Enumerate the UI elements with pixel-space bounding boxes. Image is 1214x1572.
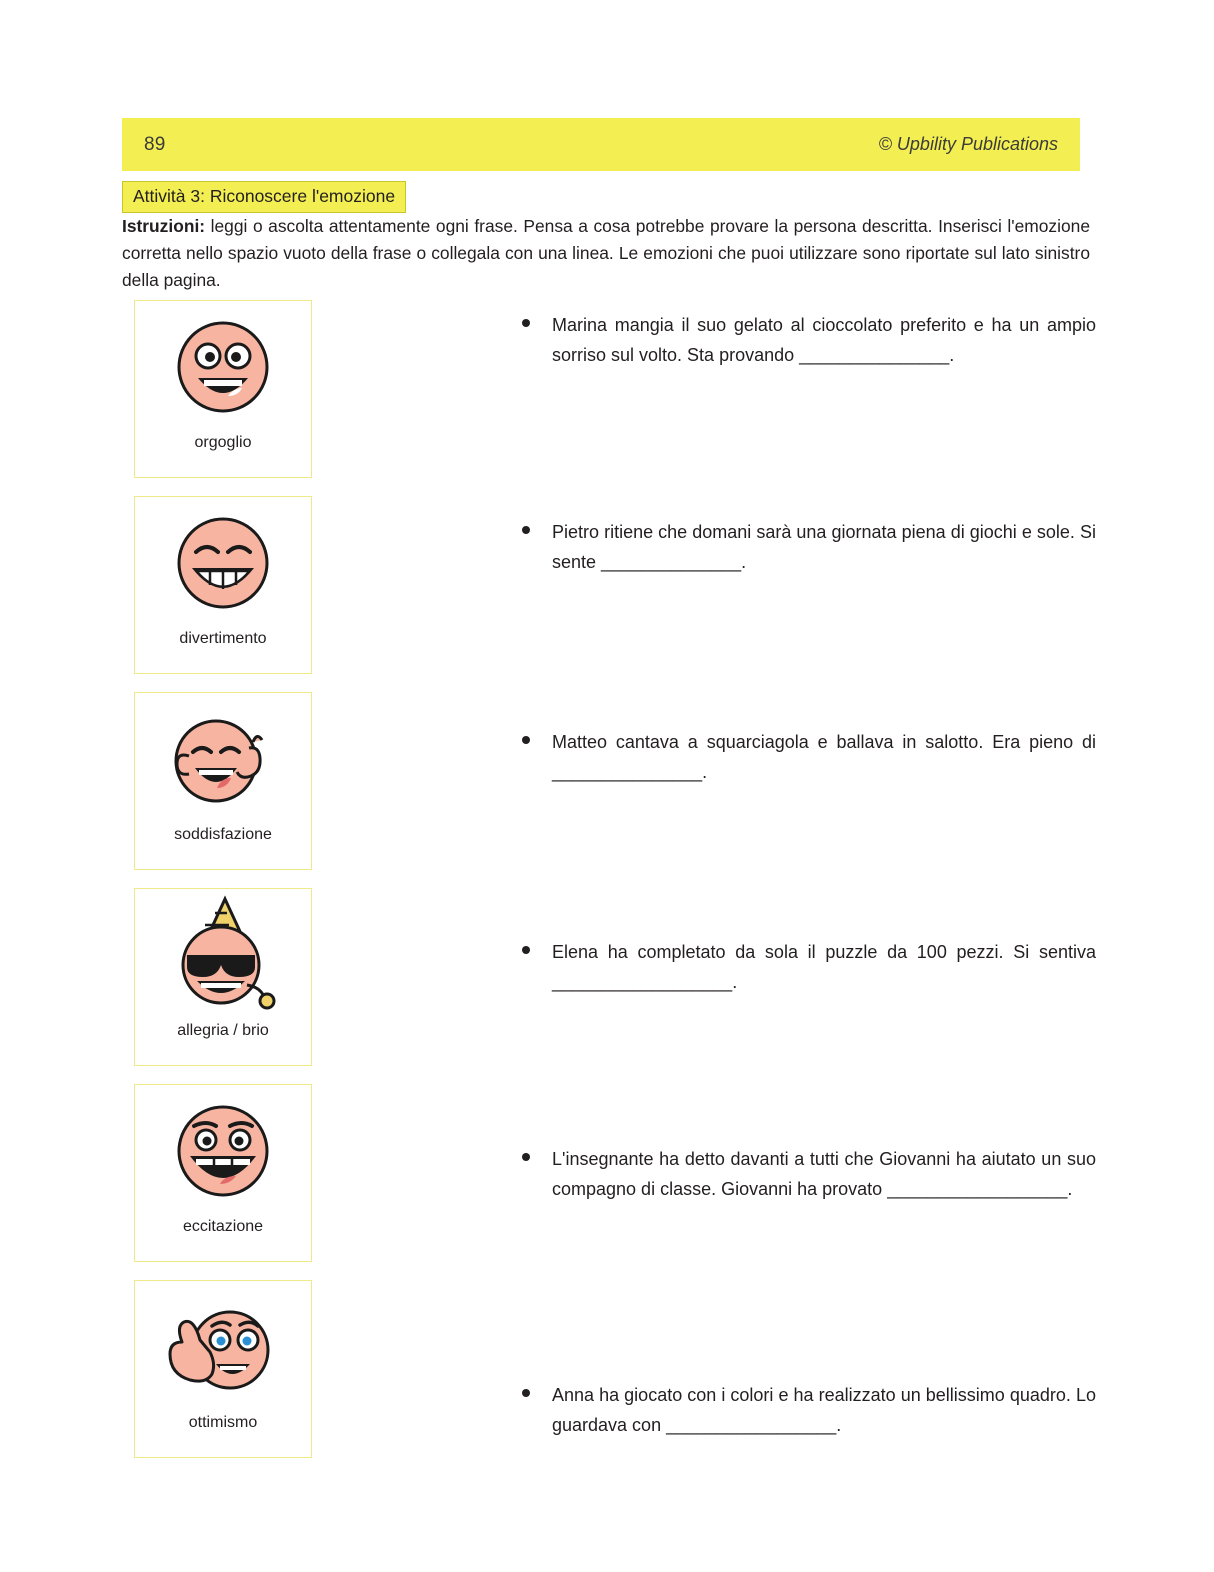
sentence-item (516, 517, 1096, 577)
emotion-card[interactable] (134, 1280, 312, 1458)
emotion-card-label: divertimento (179, 630, 267, 647)
emotion-card[interactable] (134, 1084, 312, 1262)
party-face-sunglasses-icon (135, 889, 311, 1021)
laughing-face-pointing-up-icon (135, 693, 311, 825)
sentence-item (516, 1380, 1096, 1440)
sentence-item (516, 937, 1096, 997)
page-header-band (122, 118, 1080, 171)
page-number: 89 (144, 133, 166, 155)
emotion-card-label: orgoglio (194, 434, 252, 451)
bullet-icon (522, 526, 530, 534)
thumbs-up-face-icon (135, 1281, 311, 1413)
smiling-open-mouth-face-icon (135, 301, 311, 433)
instructions-label: Istruzioni: (122, 216, 206, 236)
excited-wide-smile-face-icon (135, 1085, 311, 1217)
bullet-icon (522, 1153, 530, 1161)
emotion-card-label: soddisfazione (174, 826, 272, 843)
instructions-paragraph (122, 213, 1090, 294)
bullet-icon (522, 736, 530, 744)
emotion-card[interactable] (134, 496, 312, 674)
sentence-text: Marina mangia il suo gelato al cioccolato preferito e ha un ampio sorriso sul volto. Sta provando _______________. (552, 315, 1096, 366)
bullet-icon (522, 1389, 530, 1397)
sentence-text: Pietro ritiene che domani sarà una giornata piena di giochi e sole. Si sente ______________. (552, 522, 1096, 573)
sentence-text: Anna ha giocato con i colori e ha realizzato un bellissimo quadro. Lo guardava con _________________. (552, 1385, 1096, 1436)
sentence-text: Matteo cantava a squarciagola e ballava in salotto. Era pieno di _______________. (552, 732, 1096, 783)
sentence-item (516, 727, 1096, 787)
emotion-cards-column (134, 300, 314, 1476)
copyright-notice: © Upbility Publications (878, 134, 1058, 154)
emotion-card-label: eccitazione (182, 1218, 264, 1235)
emotion-card-label: ottimismo (188, 1414, 258, 1431)
emotion-card[interactable] (134, 692, 312, 870)
sentence-text: Elena ha completato da sola il puzzle da 100 pezzi. Si sentiva __________________. (552, 942, 1096, 993)
sentence-text: L'insegnante ha detto davanti a tutti che Giovanni ha aiutato un suo compagno di classe. Giovanni ha provato __________________. (552, 1149, 1096, 1200)
emotion-card-label: allegria / brio (177, 1022, 269, 1039)
emotion-card[interactable] (134, 888, 312, 1066)
bullet-icon (522, 946, 530, 954)
instructions-text: leggi o ascolta attentamente ogni frase. Pensa a cosa potrebbe provare la persona descritta. Inserisci l'emozione corretta nello spazio vuoto della frase o collegala con una linea. Le emozioni che puoi utilizzare sono riportate sul lato sinistro della pagina. (122, 216, 1090, 290)
sentence-item (516, 310, 1096, 370)
sentence-item (516, 1144, 1096, 1204)
grinning-squinting-face-icon (135, 497, 311, 629)
bullet-icon (522, 319, 530, 327)
emotion-card[interactable] (134, 300, 312, 478)
activity-title: Attività 3: Riconoscere l'emozione (122, 181, 406, 213)
